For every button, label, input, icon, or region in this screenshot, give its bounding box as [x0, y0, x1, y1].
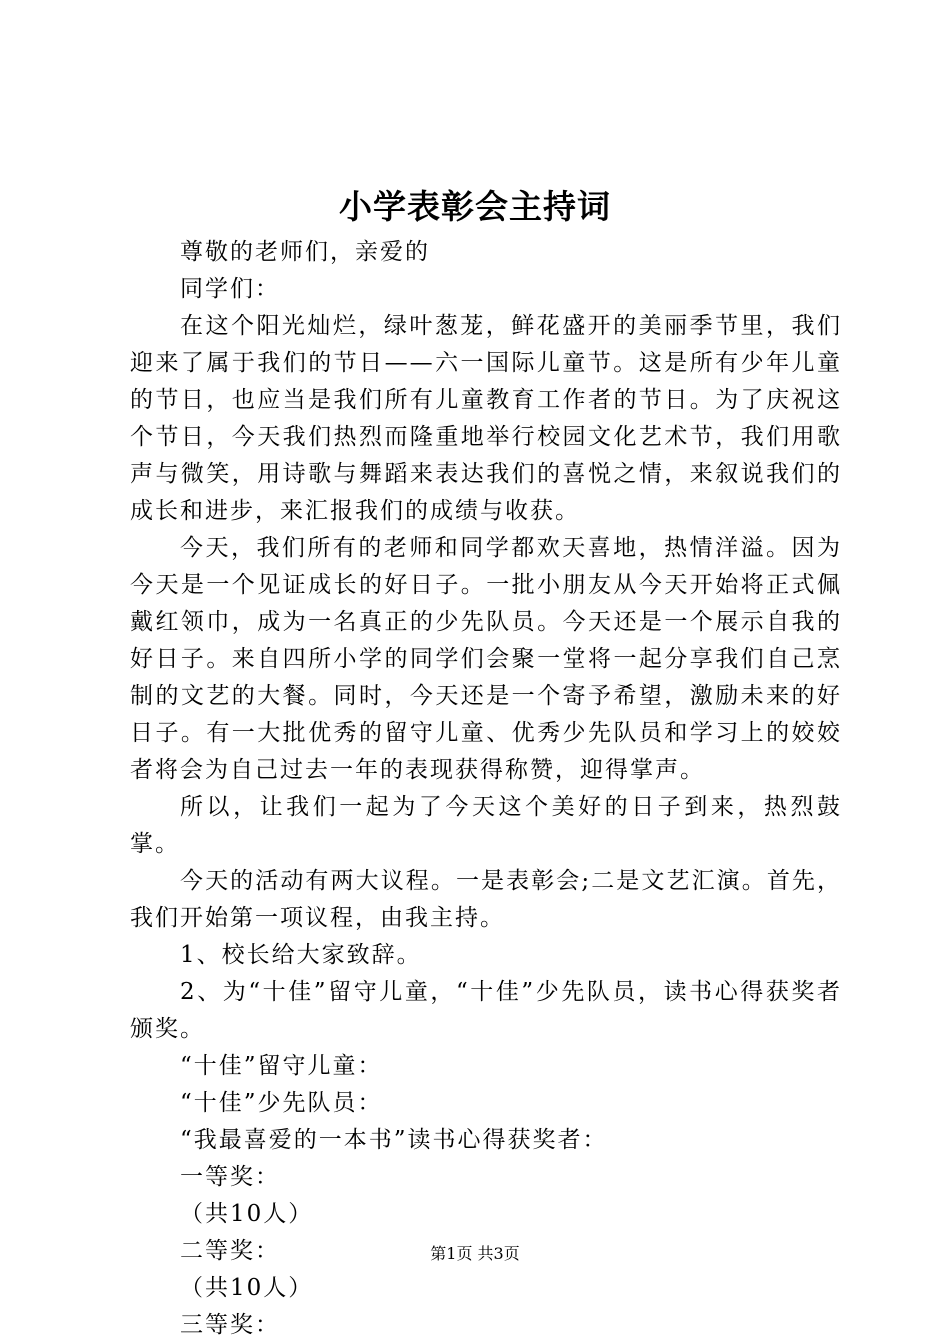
list-line: （共10人） [180, 1275, 314, 1301]
body-paragraph: 所以，让我们一起为了今天这个美好的日子到来，热烈鼓掌。 [130, 794, 842, 857]
list-line: （共10人） [180, 1201, 314, 1227]
body-paragraph: 2、为“十佳”留守儿童，“十佳”少先队员，读书心得获奖者颁奖。 [130, 979, 842, 1042]
body-paragraph: 今天，我们所有的老师和同学都欢天喜地，热情洋溢。因为今天是一个见证成长的好日子。一批小朋友从今天开始将正式佩戴红领巾，成为一名真正的少先队员。今天还是一个展示自我的好日子。来自四所小学的同学们会聚一堂将一起分享我们自己烹制的文艺的大餐。同时，今天还是一个寄予希望，激励未来的好日子。有一大批优秀的留守儿童、优秀少先队员和学习上的姣姣者将会为自己过去一年的表现获得称赞，迎得掌声。 [130, 535, 842, 783]
list-line: “十佳”少先队员： [180, 1090, 383, 1116]
body-paragraph: 在这个阳光灿烂，绿叶葱茏，鲜花盛开的美丽季节里，我们迎来了属于我们的节日——六一国际儿童节。这是所有少年儿童的节日，也应当是我们所有儿童教育工作者的节日。为了庆祝这个节日，今天我们热烈而隆重地举行校园文化艺术节，我们用歌声与微笑，用诗歌与舞蹈来表达我们的喜悦之情，来叙说我们的成长和进步，来汇报我们的成绩与收获。 [130, 313, 842, 524]
list-line: 三等奖： [180, 1312, 280, 1338]
list-line: 二等奖： [180, 1238, 280, 1264]
greeting-line: 尊敬的老师们，亲爱的 [180, 239, 430, 265]
page-footer: 第1页 共3页 [430, 1244, 520, 1263]
document-body [130, 234, 842, 1344]
body-paragraph: 今天的活动有两大议程。一是表彰会;二是文艺汇演。首先，我们开始第一项议程，由我主持。 [130, 868, 842, 931]
list-line: 一等奖： [180, 1164, 280, 1190]
body-paragraph: 1、校长给大家致辞。 [180, 942, 422, 968]
list-line: “十佳”留守儿童： [180, 1053, 383, 1079]
list-line: “我最喜爱的一本书”读书心得获奖者： [180, 1127, 608, 1153]
document-title: 小学表彰会主持词 [339, 187, 611, 226]
greeting-line: 同学们： [180, 276, 280, 302]
